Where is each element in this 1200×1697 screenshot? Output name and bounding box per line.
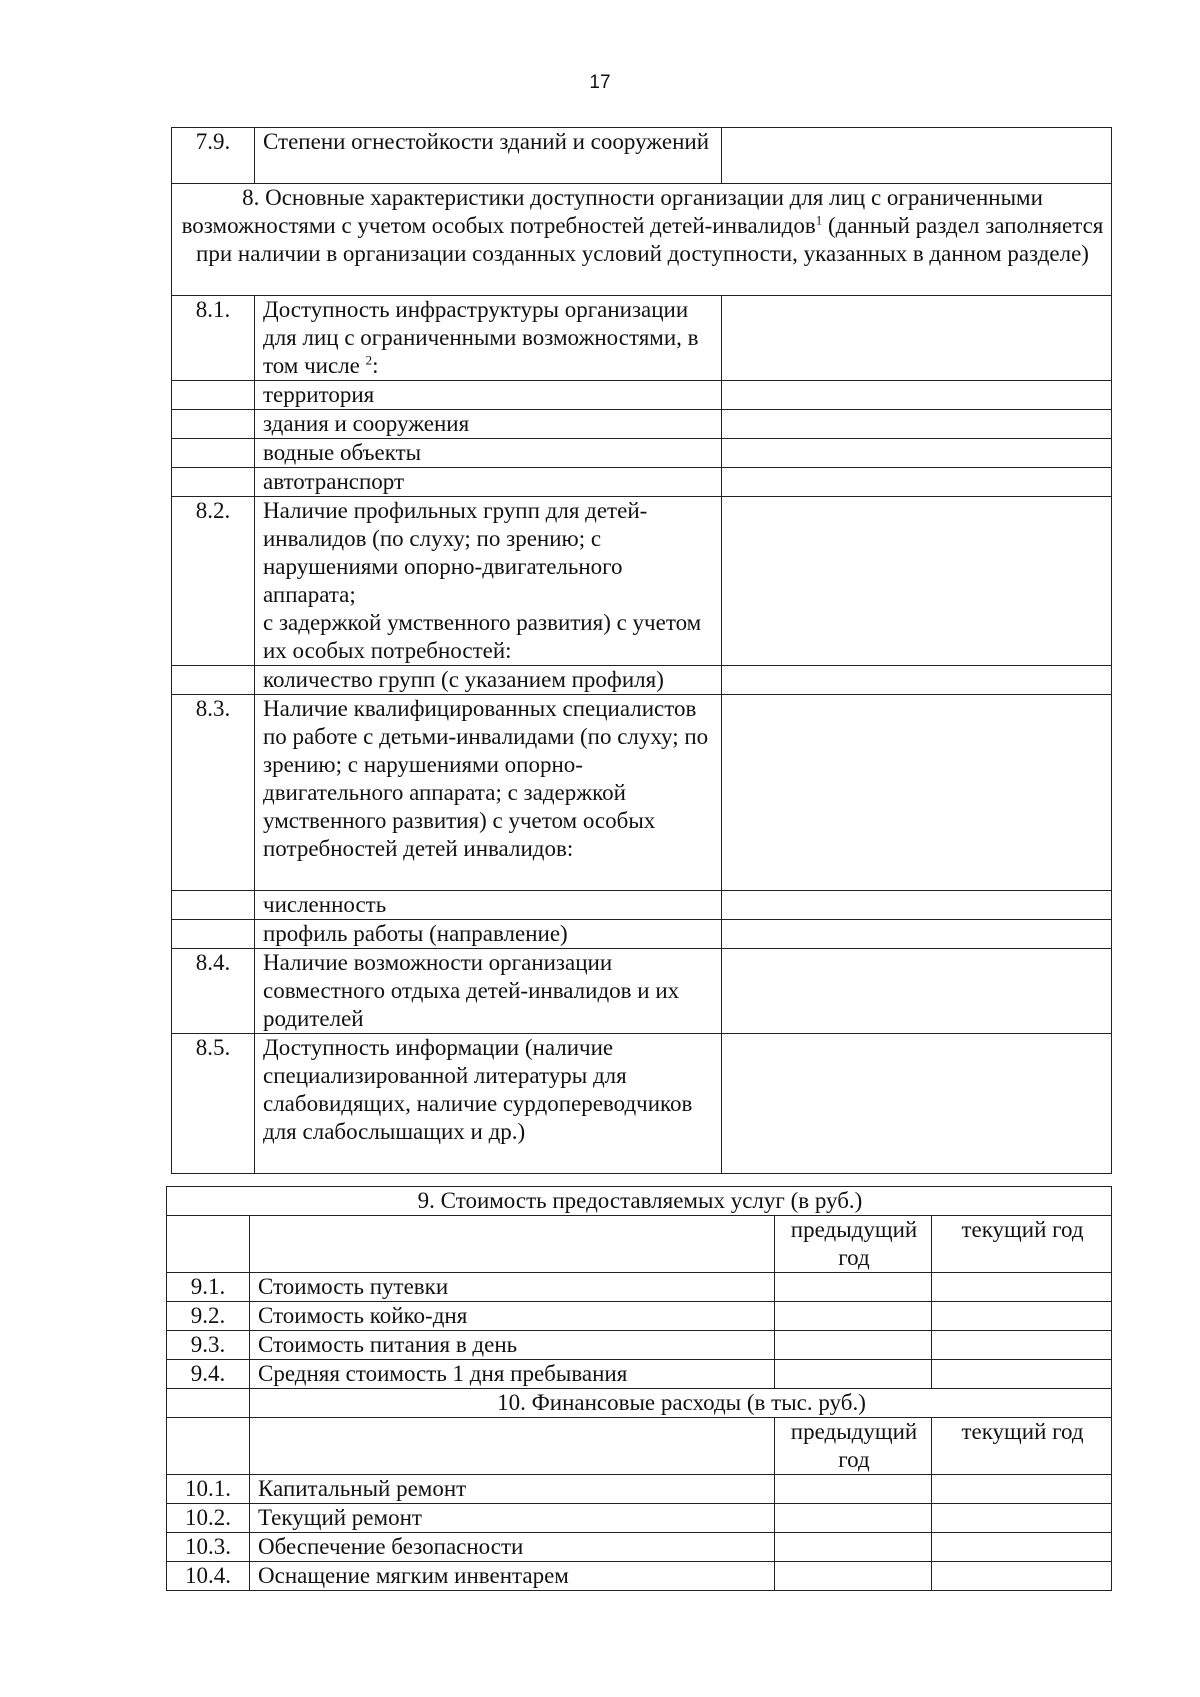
table-row [167,1331,1112,1360]
table-row [167,1562,1112,1591]
value-cell[interactable] [722,381,1112,410]
row-label-part-a: Наличие профильных групп для детей-инвалидов (по слуху; по зрению; с нарушениями опорно-двигательного аппарата; [263,498,648,607]
row-number: 10.1. [167,1475,250,1504]
costs-table [166,1186,1112,1591]
column-header-previous-year: предыдущий год [775,1216,932,1273]
row-label: Оснащение мягким инвентарем [250,1562,775,1591]
previous-year-cell[interactable] [775,1504,932,1533]
subrow-label: автотранспорт [255,468,722,497]
table-subrow [172,439,1112,468]
table-row [167,1475,1112,1504]
table-subrow [172,410,1112,439]
footnote-mark: 2 [365,352,373,368]
table-row [167,1302,1112,1331]
footnote-mark: 1 [815,212,823,228]
previous-year-cell[interactable] [775,1302,932,1331]
row-label: Стоимость койко-дня [250,1302,775,1331]
row-label: Наличие возможности организации совместного отдыха детей-инвалидов и их родителей [255,949,722,1034]
value-cell[interactable] [722,439,1112,468]
value-cell[interactable] [722,1034,1112,1174]
current-year-cell[interactable] [932,1302,1112,1331]
current-year-cell[interactable] [932,1475,1112,1504]
row-number: 8.1. [172,296,255,381]
previous-year-cell[interactable] [775,1360,932,1389]
page-number: 17 [589,72,611,93]
subrow-label: территория [255,381,722,410]
section-9-heading-row [167,1187,1112,1216]
row-label-colon: : [372,353,379,378]
section-8-heading-row [172,184,1112,296]
value-cell[interactable] [722,695,1112,891]
row-number: 9.3. [167,1331,250,1360]
table-row [167,1533,1112,1562]
section-8-heading [172,184,1112,296]
table-row [167,1360,1112,1389]
row-label: Стоимость путевки [250,1273,775,1302]
table-row-8-4 [172,949,1112,1034]
table-subrow [172,920,1112,949]
row-label: Капитальный ремонт [250,1475,775,1504]
table-row [167,1504,1112,1533]
row-label: Обеспечение безопасности [250,1533,775,1562]
row-number: 10.4. [167,1562,250,1591]
value-cell[interactable] [722,296,1112,381]
column-header-current-year: текущий год [932,1418,1112,1475]
column-header-current-year: текущий год [932,1216,1112,1273]
row-label [255,296,722,381]
current-year-cell[interactable] [932,1331,1112,1360]
current-year-cell[interactable] [932,1273,1112,1302]
row-label [255,497,722,666]
previous-year-cell[interactable] [775,1475,932,1504]
current-year-cell[interactable] [932,1504,1112,1533]
value-cell[interactable] [722,949,1112,1034]
previous-year-cell[interactable] [775,1331,932,1360]
row-number: 10.3. [167,1533,250,1562]
value-cell[interactable] [722,468,1112,497]
value-cell[interactable] [722,128,1112,184]
row-label: Средняя стоимость 1 дня пребывания [250,1360,775,1389]
row-number: 8.5. [172,1034,255,1174]
row-label: Наличие квалифицированных специалистов по работе с детьми-инвалидами (по слуху; по зрению; с нарушениями опорно-двигательного аппарата; с задержкой умственного развития) с учетом особых потребностей детей инвалидов: [255,695,722,891]
table-subrow [172,666,1112,695]
table-row-8-2 [172,497,1112,666]
row-label: Стоимость питания в день [250,1331,775,1360]
table-row-8-1 [172,296,1112,381]
row-label: Доступность информации (наличие специализированной литературы для слабовидящих, наличие сурдопереводчиков для слабослышащих и др.) [255,1034,722,1174]
row-label: Степени огнестойкости зданий и сооружений [255,128,722,184]
row-number: 7.9. [172,128,255,184]
previous-year-cell[interactable] [775,1562,932,1591]
section-10-heading: 10. Финансовые расходы (в тыс. руб.) [250,1389,1112,1418]
subrow-label: численность [255,891,722,920]
section-10-heading-row [167,1389,1112,1418]
accessibility-table [171,127,1112,1174]
table-row-8-3 [172,695,1112,891]
row-number: 9.2. [167,1302,250,1331]
row-label: Текущий ремонт [250,1504,775,1533]
table-subrow [172,468,1112,497]
current-year-cell[interactable] [932,1533,1112,1562]
row-number: 9.4. [167,1360,250,1389]
row-number: 8.2. [172,497,255,666]
table-row-7-9 [172,128,1112,184]
subrow-label: профиль работы (направление) [255,920,722,949]
subrow-label: здания и сооружения [255,410,722,439]
value-cell[interactable] [722,410,1112,439]
column-header-row [167,1418,1112,1475]
section-9-heading: 9. Стоимость предоставляемых услуг (в руб.) [167,1187,1112,1216]
row-number: 8.3. [172,695,255,891]
current-year-cell[interactable] [932,1562,1112,1591]
row-number: 9.1. [167,1273,250,1302]
table-row [167,1273,1112,1302]
value-cell[interactable] [722,666,1112,695]
row-label-text: Доступность инфраструктуры организации для лиц с ограниченными возможностями, в том числе [263,297,699,378]
section-8-heading-text: 8. Основные характеристики доступности организации для лиц с ограниченными возможностями с учетом особых потребностей детей-инвалидов [181,185,1043,238]
value-cell[interactable] [722,497,1112,666]
table-subrow [172,891,1112,920]
row-number: 10.2. [167,1504,250,1533]
previous-year-cell[interactable] [775,1533,932,1562]
value-cell[interactable] [722,920,1112,949]
previous-year-cell[interactable] [775,1273,932,1302]
row-number: 8.4. [172,949,255,1034]
table-subrow [172,381,1112,410]
subrow-label: водные объекты [255,439,722,468]
current-year-cell[interactable] [932,1360,1112,1389]
section-8-heading-note: (данный раздел заполняется при наличии в организации созданных условий доступности, указанных в данном разделе) [196,213,1104,266]
table-row-8-5 [172,1034,1112,1174]
column-header-previous-year: предыдущий год [775,1418,932,1475]
subrow-label: количество групп (с указанием профиля) [255,666,722,695]
value-cell[interactable] [722,891,1112,920]
row-label-part-b: с задержкой умственного развития) с учетом их особых потребностей: [263,610,702,663]
column-header-row [167,1216,1112,1273]
